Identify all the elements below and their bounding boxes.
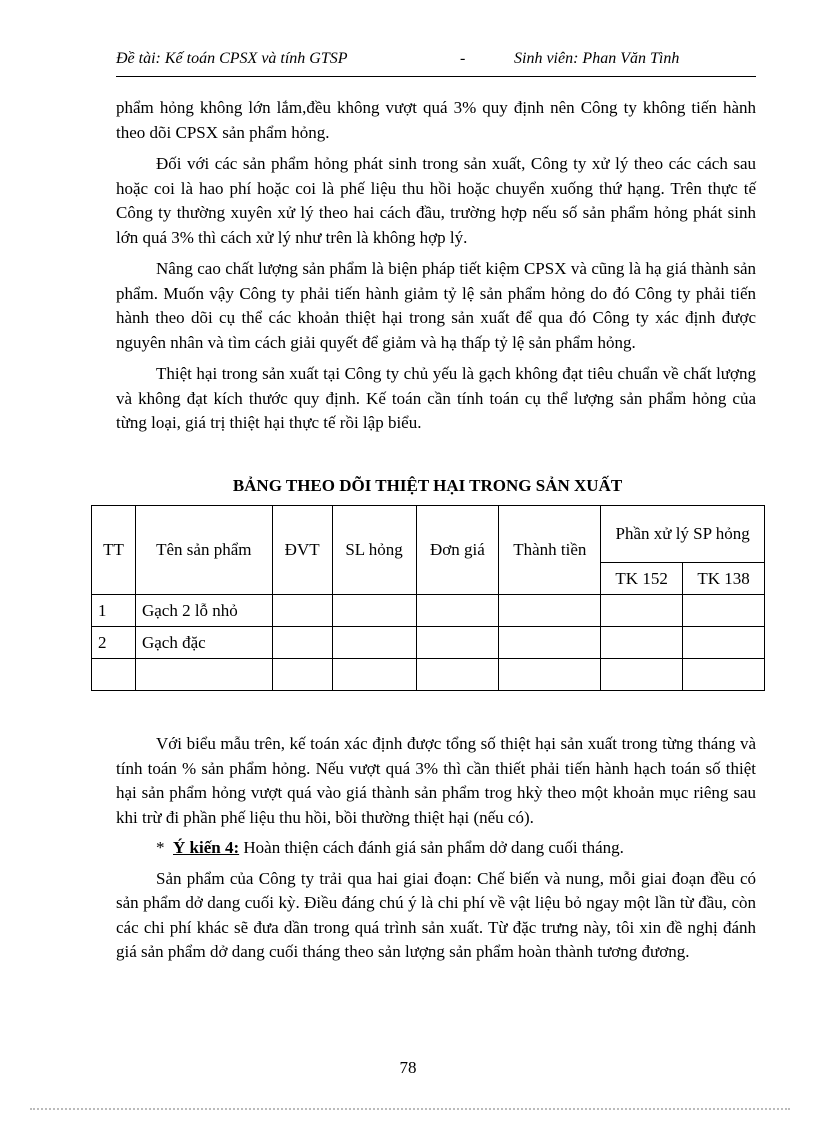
cell-tt — [92, 659, 136, 691]
bullet-mark: * — [156, 838, 165, 857]
table-row — [92, 659, 765, 691]
header-student: Sinh viên: Phan Văn Tình — [514, 50, 680, 67]
table-row — [92, 627, 765, 659]
body-text-after-table — [116, 732, 756, 971]
header-topic: Đề tài: Kế toán CPSX và tính GTSP — [116, 50, 348, 67]
paragraph: Sản phẩm của Công ty trải qua hai giai đoạn: Chế biến và nung, mỗi giai đoạn đều có sản phẩm dở dang cuối kỳ. Điều đáng chú ý là chi phí về vật liệu bỏ ngay một lần từ đầu, còn các chi phí khác sẽ đưa dần trong quá trình sản xuất. Từ đặc trưng này, tôi xin đề nghị đánh giá sản phẩm dở dang cuối tháng theo sản lượng sản phẩm hoàn thành tương đương. — [116, 868, 756, 961]
header-rule — [116, 76, 756, 77]
idea-text: Hoàn thiện cách đánh giá sản phẩm dở dang cuối tháng. — [243, 838, 624, 857]
header-unit-price: Đơn giá — [416, 506, 499, 595]
header-tk152: TK 152 — [601, 563, 683, 595]
cell-product-name: Gạch 2 lỗ nhỏ — [135, 595, 272, 627]
paragraph: Nâng cao chất lượng sản phẩm là biện pháp tiết kiệm CPSX và cũng là hạ giá thành sản phẩm. Muốn vậy Công ty phải tiến hành giảm tỷ lệ sản phẩm hỏng do đó Công ty phải tiến hành theo dõi cụ thể các khoản thiệt hại trong sản xuất để qua đó Công ty xác định được nguyên nhân và tìm cách giải quyết để giảm và hạ thấp tỷ lệ sản phẩm hỏng. — [116, 259, 756, 352]
cell-product-name — [135, 659, 272, 691]
table-row — [92, 595, 765, 627]
header-product-name: Tên sản phẩm — [135, 506, 272, 595]
idea-heading — [116, 836, 756, 861]
cell-tt: 2 — [92, 627, 136, 659]
table-header-row — [92, 506, 765, 563]
header-amount: Thành tiền — [499, 506, 601, 595]
header-tt: TT — [92, 506, 136, 595]
paragraph: phẩm hỏng không lớn lắm,đều không vượt quá 3% quy định nên Công ty không tiến hành theo dõi CPSX sản phẩm hỏng. — [116, 98, 756, 142]
page-number: 78 — [399, 1058, 417, 1077]
loss-tracking-table — [91, 505, 765, 691]
cell-product-name: Gạch đặc — [135, 627, 272, 659]
header-unit: ĐVT — [272, 506, 332, 595]
body-text — [116, 96, 756, 443]
idea-label: Ý kiến 4: — [173, 838, 240, 857]
header-separator: - — [460, 50, 466, 67]
header-defect-qty: SL hỏng — [332, 506, 416, 595]
footer-dotted-rule — [30, 1108, 790, 1110]
cell-tt: 1 — [92, 595, 136, 627]
paragraph: Đối với các sản phẩm hỏng phát sinh trong sản xuất, Công ty xử lý theo các cách sau hoặc coi là hao phí hoặc coi là phế liệu thu hồi hoặc chuyển xuống thứ hạng. Trên thực tế Công ty thường xuyên xử lý theo hai cách đầu, trường hợp nếu số sản phẩm hỏng phát sinh lớn quá 3% thì cách xử lý như trên là không hợp lý. — [116, 154, 756, 247]
paragraph: Thiệt hại trong sản xuất tại Công ty chủ yếu là gạch không đạt tiêu chuẩn về chất lượng và không đạt kích thước quy định. Kế toán cần tính toán cụ thể lượng sản phẩm hỏng của từng loại, giá trị thiệt hại thực tế rồi lập biểu. — [116, 364, 756, 432]
header-handling: Phần xử lý SP hỏng — [601, 506, 765, 563]
header-tk138: TK 138 — [683, 563, 765, 595]
table-title: BẢNG THEO DÕI THIỆT HẠI TRONG SẢN XUẤT — [232, 476, 623, 495]
paragraph: Với biểu mẫu trên, kế toán xác định được tổng số thiệt hại sản xuất trong từng tháng và tính toán % sản phẩm hỏng. Nếu vượt quá 3% thì cần thiết phải tiến hành hạch toán số thiệt hại sản phẩm hỏng vượt quá vào giá thành sản phẩm trog hkỳ theo một khoản mục riêng sau khi trừ đi phần phế liệu thu hồi, bồi thường thiệt hại (nếu có). — [116, 734, 756, 827]
